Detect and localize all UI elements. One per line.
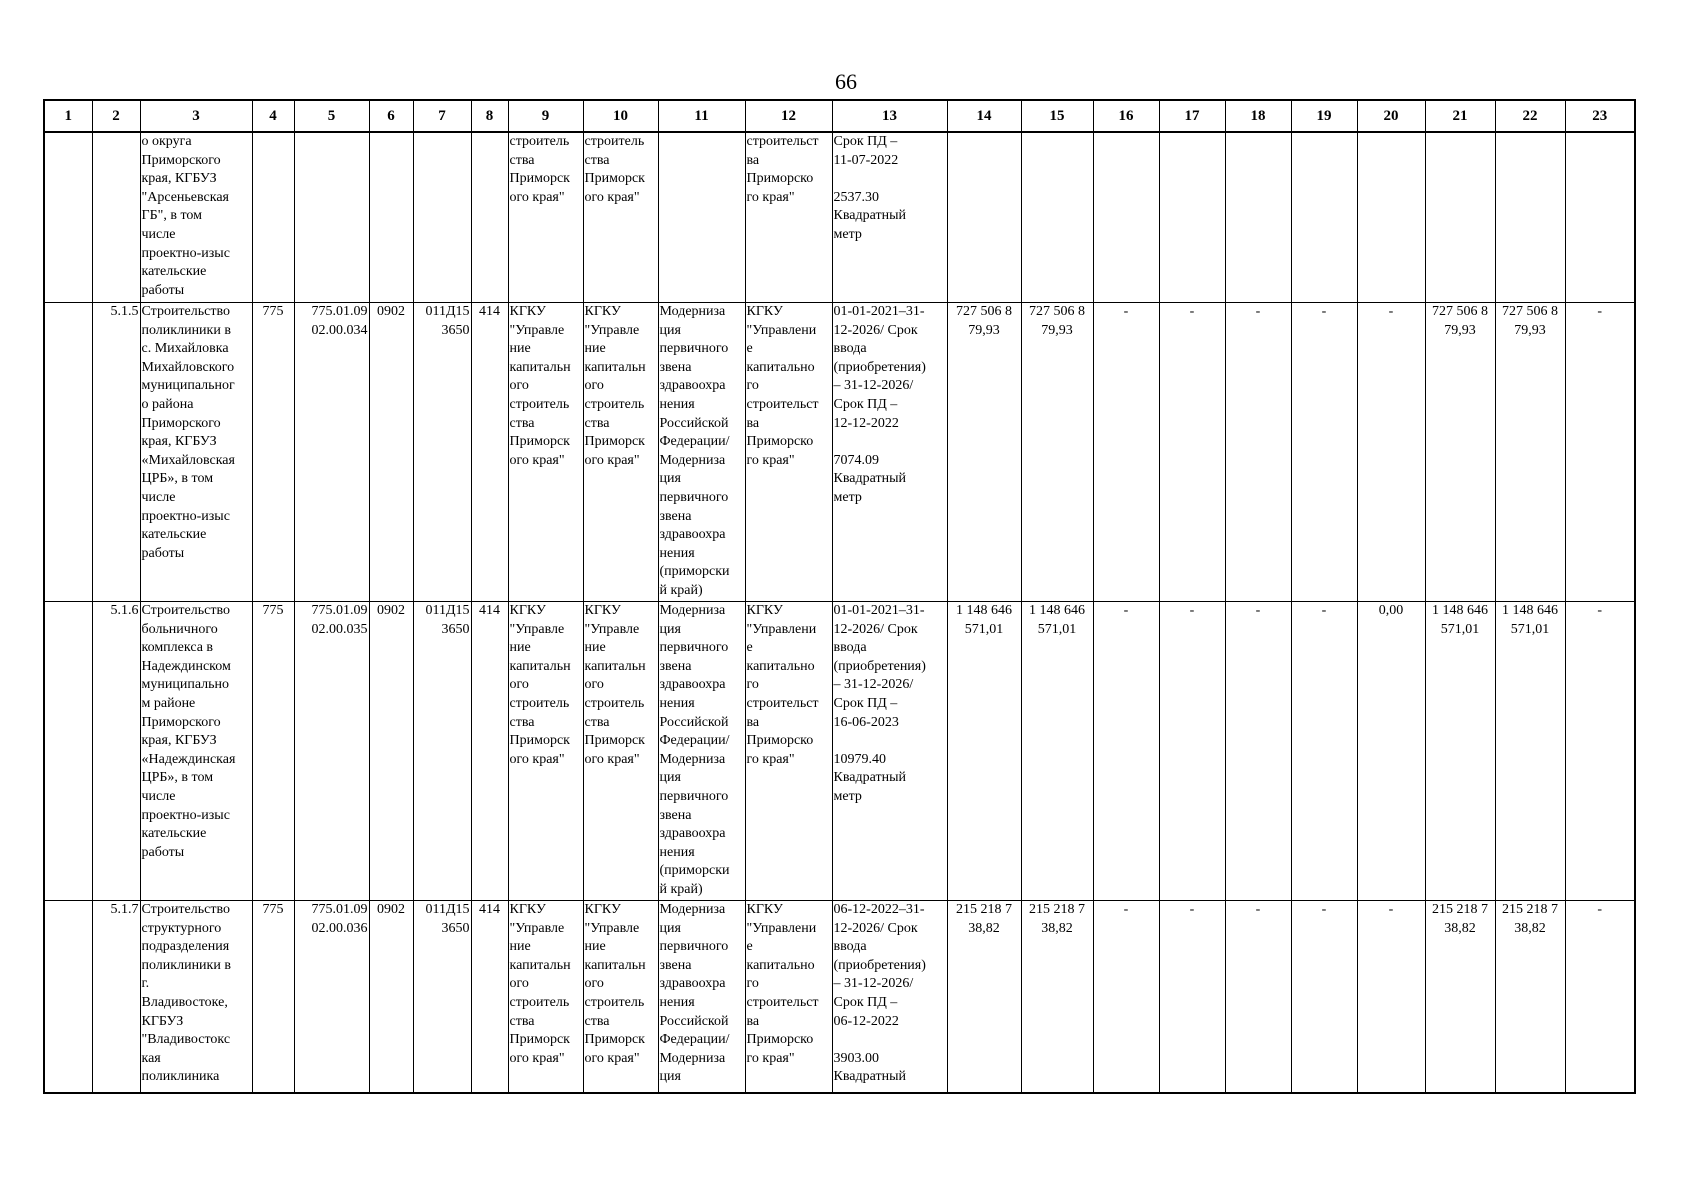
table-cell-col-15: 1 148 646 571,01 bbox=[1021, 602, 1093, 901]
table-cell-col-9: КГКУ "Управле ние капитальн ого строитель ства Приморск ого края" bbox=[508, 901, 583, 1094]
table-cell-col-5: 775.01.09 02.00.034 bbox=[294, 303, 369, 602]
column-number-22: 22 bbox=[1495, 100, 1565, 132]
table-cell-col-17: - bbox=[1159, 303, 1225, 602]
table-cell-col-3: Строительство поликлиники в с. Михайловка Михайловского муниципальног о района Приморского края, КГБУЗ «Михайловская ЦРБ», в том числе проектно-изыс кательские работы bbox=[140, 303, 252, 602]
table-cell-col-2: 5.1.5 bbox=[92, 303, 140, 602]
table-cell-col-8: 414 bbox=[471, 602, 508, 901]
table-cell-col-23: - bbox=[1565, 303, 1635, 602]
column-number-18: 18 bbox=[1225, 100, 1291, 132]
table-cell-col-3: Строительство структурного подразделения поликлиники в г. Владивостоке, КГБУЗ "Владивостокс кая поликлиника bbox=[140, 901, 252, 1094]
table-cell-col-17 bbox=[1159, 132, 1225, 303]
table-cell-col-11: Модерниза ция первичного звена здравоохра нения Российской Федерации/ Модерниза ция bbox=[658, 901, 745, 1094]
table-cell-col-19 bbox=[1291, 132, 1357, 303]
column-number-15: 15 bbox=[1021, 100, 1093, 132]
table-cell-col-8: 414 bbox=[471, 303, 508, 602]
table-cell-col-2 bbox=[92, 132, 140, 303]
column-number-4: 4 bbox=[252, 100, 294, 132]
table-cell-col-14: 727 506 8 79,93 bbox=[947, 303, 1021, 602]
table-cell-col-22: 215 218 7 38,82 bbox=[1495, 901, 1565, 1094]
column-number-header-row bbox=[44, 100, 1635, 132]
table-cell-col-10: строитель ства Приморск ого края" bbox=[583, 132, 658, 303]
column-number-17: 17 bbox=[1159, 100, 1225, 132]
column-number-23: 23 bbox=[1565, 100, 1635, 132]
table-cell-col-5: 775.01.09 02.00.036 bbox=[294, 901, 369, 1094]
table-cell-col-1 bbox=[44, 901, 92, 1094]
table-cell-col-6: 0902 bbox=[369, 303, 413, 602]
table-cell-col-8 bbox=[471, 132, 508, 303]
column-number-7: 7 bbox=[413, 100, 471, 132]
table-cell-col-19: - bbox=[1291, 602, 1357, 901]
table-cell-col-10: КГКУ "Управле ние капитальн ого строитель ства Приморск ого края" bbox=[583, 901, 658, 1094]
table-cell-col-16: - bbox=[1093, 901, 1159, 1094]
table-cell-col-5: 775.01.09 02.00.035 bbox=[294, 602, 369, 901]
table-cell-col-12: КГКУ "Управлени е капитально го строительст ва Приморско го края" bbox=[745, 602, 832, 901]
table-cell-col-17: - bbox=[1159, 602, 1225, 901]
table-cell-col-9: КГКУ "Управле ние капитальн ого строитель ства Приморск ого края" bbox=[508, 602, 583, 901]
table-row bbox=[44, 132, 1635, 303]
column-number-6: 6 bbox=[369, 100, 413, 132]
table-cell-col-15: 215 218 7 38,82 bbox=[1021, 901, 1093, 1094]
table-row bbox=[44, 602, 1635, 901]
table-cell-col-16 bbox=[1093, 132, 1159, 303]
column-number-11: 11 bbox=[658, 100, 745, 132]
table-cell-col-6 bbox=[369, 132, 413, 303]
table-cell-col-1 bbox=[44, 303, 92, 602]
table-cell-col-11: Модерниза ция первичного звена здравоохра нения Российской Федерации/ Модерниза ция первичного звена здравоохра нения (приморски й край) bbox=[658, 303, 745, 602]
column-number-1: 1 bbox=[44, 100, 92, 132]
table-cell-col-18: - bbox=[1225, 901, 1291, 1094]
table-cell-col-14: 215 218 7 38,82 bbox=[947, 901, 1021, 1094]
table-cell-col-3: Строительство больничного комплекса в Надеждинском муниципально м районе Приморского края, КГБУЗ «Надеждинская ЦРБ», в том числе проектно-изыс кательские работы bbox=[140, 602, 252, 901]
column-number-13: 13 bbox=[832, 100, 947, 132]
table-cell-col-4 bbox=[252, 132, 294, 303]
table-cell-col-4: 775 bbox=[252, 901, 294, 1094]
table-cell-col-11: Модерниза ция первичного звена здравоохра нения Российской Федерации/ Модерниза ция первичного звена здравоохра нения (приморски й край) bbox=[658, 602, 745, 901]
table-cell-col-10: КГКУ "Управле ние капитальн ого строитель ства Приморск ого края" bbox=[583, 602, 658, 901]
table-cell-col-21 bbox=[1425, 132, 1495, 303]
table-cell-col-5 bbox=[294, 132, 369, 303]
table-cell-col-15: 727 506 8 79,93 bbox=[1021, 303, 1093, 602]
table-cell-col-18: - bbox=[1225, 303, 1291, 602]
table-cell-col-21: 1 148 646 571,01 bbox=[1425, 602, 1495, 901]
table-cell-col-3: о округа Приморского края, КГБУЗ "Арсеньевская ГБ", в том числе проектно-изыс кательские работы bbox=[140, 132, 252, 303]
table-cell-col-19: - bbox=[1291, 303, 1357, 602]
column-number-2: 2 bbox=[92, 100, 140, 132]
column-number-16: 16 bbox=[1093, 100, 1159, 132]
table-cell-col-11 bbox=[658, 132, 745, 303]
table-cell-col-23: - bbox=[1565, 602, 1635, 901]
table-row bbox=[44, 303, 1635, 602]
table-cell-col-18: - bbox=[1225, 602, 1291, 901]
table-cell-col-14: 1 148 646 571,01 bbox=[947, 602, 1021, 901]
table-cell-col-20: - bbox=[1357, 303, 1425, 602]
table-row bbox=[44, 901, 1635, 1094]
column-number-3: 3 bbox=[140, 100, 252, 132]
column-number-20: 20 bbox=[1357, 100, 1425, 132]
table-cell-col-17: - bbox=[1159, 901, 1225, 1094]
table-cell-col-1 bbox=[44, 602, 92, 901]
column-number-5: 5 bbox=[294, 100, 369, 132]
table-cell-col-7: 011Д15 3650 bbox=[413, 901, 471, 1094]
table-cell-col-13: Срок ПД – 11-07-2022 2537.30 Квадратный метр bbox=[832, 132, 947, 303]
table-cell-col-22: 1 148 646 571,01 bbox=[1495, 602, 1565, 901]
column-number-21: 21 bbox=[1425, 100, 1495, 132]
column-number-8: 8 bbox=[471, 100, 508, 132]
table-cell-col-7 bbox=[413, 132, 471, 303]
table-cell-col-12: КГКУ "Управлени е капитально го строительст ва Приморско го края" bbox=[745, 901, 832, 1094]
column-number-9: 9 bbox=[508, 100, 583, 132]
table-cell-col-4: 775 bbox=[252, 602, 294, 901]
table-cell-col-10: КГКУ "Управле ние капитальн ого строитель ства Приморск ого края" bbox=[583, 303, 658, 602]
table-cell-col-20: 0,00 bbox=[1357, 602, 1425, 901]
table-cell-col-23 bbox=[1565, 132, 1635, 303]
table-cell-col-7: 011Д15 3650 bbox=[413, 303, 471, 602]
table-cell-col-23: - bbox=[1565, 901, 1635, 1094]
table-cell-col-21: 215 218 7 38,82 bbox=[1425, 901, 1495, 1094]
table-cell-col-13: 01-01-2021–31- 12-2026/ Срок ввода (приобретения) – 31-12-2026/ Срок ПД – 16-06-2023 10979.40 Квадратный метр bbox=[832, 602, 947, 901]
table-cell-col-16: - bbox=[1093, 602, 1159, 901]
page-number: 66 bbox=[835, 69, 857, 94]
column-number-10: 10 bbox=[583, 100, 658, 132]
table-cell-col-6: 0902 bbox=[369, 602, 413, 901]
table-cell-col-9: КГКУ "Управле ние капитальн ого строитель ства Приморск ого края" bbox=[508, 303, 583, 602]
table-cell-col-7: 011Д15 3650 bbox=[413, 602, 471, 901]
table-cell-col-16: - bbox=[1093, 303, 1159, 602]
table-cell-col-19: - bbox=[1291, 901, 1357, 1094]
table-cell-col-4: 775 bbox=[252, 303, 294, 602]
column-number-14: 14 bbox=[947, 100, 1021, 132]
table-cell-col-15 bbox=[1021, 132, 1093, 303]
table-cell-col-2: 5.1.6 bbox=[92, 602, 140, 901]
table-cell-col-21: 727 506 8 79,93 bbox=[1425, 303, 1495, 602]
table-cell-col-1 bbox=[44, 132, 92, 303]
table-cell-col-2: 5.1.7 bbox=[92, 901, 140, 1094]
column-number-12: 12 bbox=[745, 100, 832, 132]
table-cell-col-18 bbox=[1225, 132, 1291, 303]
table-cell-col-22 bbox=[1495, 132, 1565, 303]
table-cell-col-20 bbox=[1357, 132, 1425, 303]
table-cell-col-14 bbox=[947, 132, 1021, 303]
table-cell-col-12: КГКУ "Управлени е капитально го строительст ва Приморско го края" bbox=[745, 303, 832, 602]
column-number-19: 19 bbox=[1291, 100, 1357, 132]
budget-table bbox=[43, 99, 1636, 1094]
table-cell-col-13: 06-12-2022–31- 12-2026/ Срок ввода (приобретения) – 31-12-2026/ Срок ПД – 06-12-2022 3903.00 Квадратный bbox=[832, 901, 947, 1094]
table-cell-col-12: строительст ва Приморско го края" bbox=[745, 132, 832, 303]
table-cell-col-22: 727 506 8 79,93 bbox=[1495, 303, 1565, 602]
table-cell-col-8: 414 bbox=[471, 901, 508, 1094]
table-cell-col-9: строитель ства Приморск ого края" bbox=[508, 132, 583, 303]
table-cell-col-20: - bbox=[1357, 901, 1425, 1094]
table-cell-col-6: 0902 bbox=[369, 901, 413, 1094]
table-cell-col-13: 01-01-2021–31- 12-2026/ Срок ввода (приобретения) – 31-12-2026/ Срок ПД – 12-12-2022 7074.09 Квадратный метр bbox=[832, 303, 947, 602]
